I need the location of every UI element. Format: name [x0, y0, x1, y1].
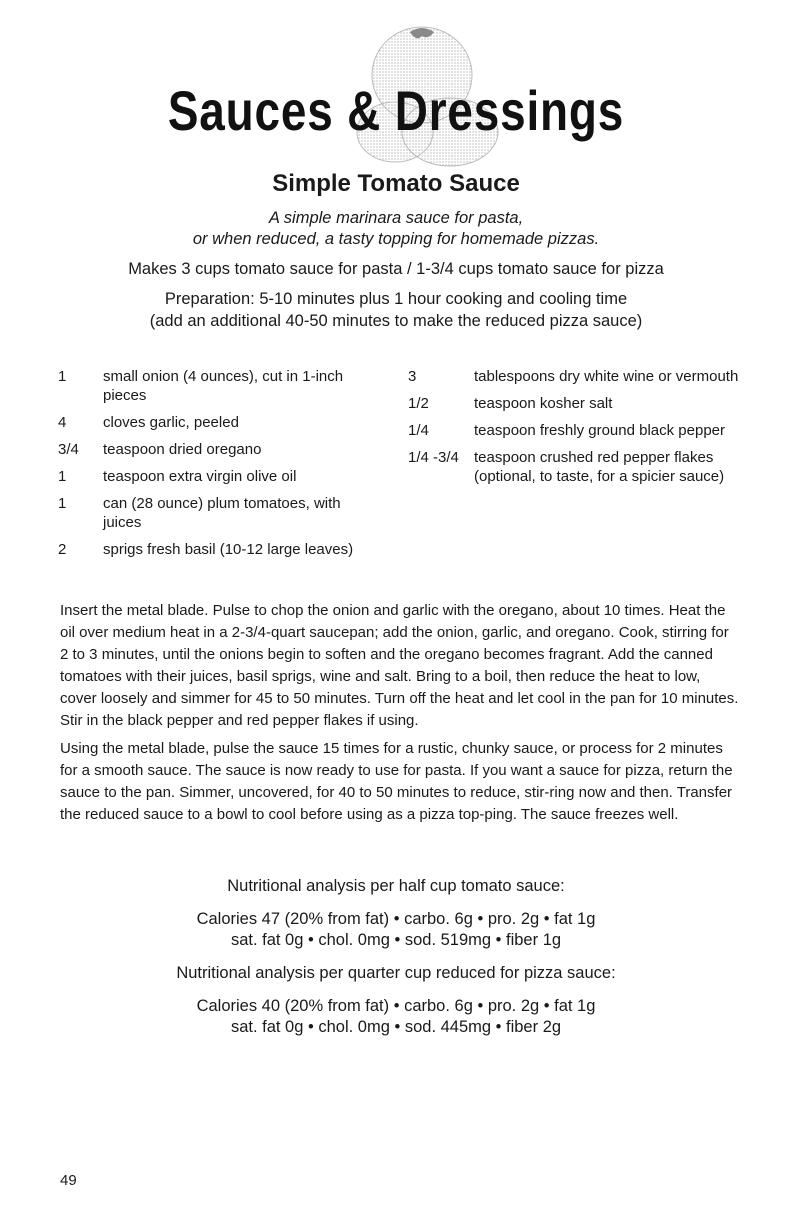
ingredient-item: [58, 413, 378, 432]
subtitle-line-2: or when reduced, a tasty topping for homemade pizzas.: [192, 230, 600, 248]
ingredient-qty: 2: [58, 541, 67, 558]
ingredient-desc: teaspoon freshly ground black pepper: [474, 422, 726, 439]
ingredient-qty: 3/4: [58, 441, 79, 458]
ingredient-desc: teaspoon dried oregano: [103, 441, 262, 458]
prep-line-1: Preparation: 5-10 minutes plus 1 hour cooking and cooling time: [164, 290, 628, 308]
section-header: [0, 20, 792, 180]
ingredient-desc: teaspoon crushed red pepper flakes (optional, to taste, for a spicier sauce): [474, 449, 725, 485]
ingredient-desc: teaspoon extra virgin olive oil: [103, 468, 297, 485]
recipe-title: Simple Tomato Sauce: [272, 170, 520, 197]
ingredient-desc: cloves garlic, peeled: [103, 414, 239, 431]
page-number: 49: [60, 1172, 77, 1189]
nutrition-line: sat. fat 0g • chol. 0mg • sod. 519mg • fiber 1g: [230, 931, 562, 949]
ingredient-item: [58, 540, 378, 559]
ingredient-desc: tablespoons dry white wine or vermouth: [474, 368, 739, 385]
ingredient-item: [58, 494, 378, 532]
ingredient-item: [58, 467, 378, 486]
nutrition-line: sat. fat 0g • chol. 0mg • sod. 445mg • fiber 2g: [230, 1018, 562, 1036]
ingredient-desc: small onion (4 ounces), cut in 1-inch pieces: [103, 368, 344, 404]
subtitle-line-1: A simple marinara sauce for pasta,: [268, 209, 524, 227]
ingredient-qty: 4: [58, 414, 67, 431]
ingredient-item: [408, 421, 748, 440]
ingredients-left-column: [58, 367, 378, 567]
ingredient-desc: sprigs fresh basil (10-12 large leaves): [103, 541, 354, 558]
ingredient-qty: 1: [58, 368, 67, 385]
nutrition-values-half-cup: [0, 909, 792, 951]
ingredient-item: [408, 394, 748, 413]
nutrition-line: Calories 40 (20% from fat) • carbo. 6g • pro. 2g • fat 1g: [196, 997, 596, 1015]
ingredient-qty: 1: [58, 495, 67, 512]
ingredient-qty: 1: [58, 468, 67, 485]
instructions: [60, 600, 740, 832]
ingredients-right-column: [408, 367, 748, 494]
ingredient-item: [58, 367, 378, 405]
ingredient-item: [408, 367, 748, 386]
instructions-paragraph-1: Insert the metal blade. Pulse to chop the onion and garlic with the oregano, about 10 times. Heat the oil over medium heat in a 2-3/4-quart saucepan; add the onion, garlic, and oregano. Cook, stirring for 2 to 3 minutes, until the onions begin to soften and the oregano becomes fragrant. Add the canned tomatoes with their juices, basil sprigs, wine and salt. Bring to a boil, then reduce the heat to low, cover loosely and simmer for 45 to 50 minutes. Turn off the heat and let cool in the pan for 10 minutes. Stir in the black pepper and red pepper flakes if using.: [60, 602, 739, 729]
ingredient-desc: teaspoon kosher salt: [474, 395, 613, 412]
nutrition-values-quarter-cup: [0, 996, 792, 1038]
instructions-paragraph-2: Using the metal blade, pulse the sauce 15 times for a rustic, chunky sauce, or process for 2 minutes for a smooth sauce. The sauce is now ready to use for pasta. If you want a sauce for pizza, return the sauce to the pan. Simmer, uncovered, for 40 to 50 minutes to reduce, stir-ring now and then. Transfer the reduced sauce to a bowl to cool before using as a pizza top-ping. The sauce freezes well.: [60, 740, 733, 823]
section-title: Sauces & Dressings: [167, 79, 625, 142]
nutrition-heading-half-cup: Nutritional analysis per half cup tomato sauce:: [227, 877, 565, 895]
ingredient-item: [58, 440, 378, 459]
recipe-prep-time: [0, 288, 792, 332]
ingredient-qty: 1/4 -3/4: [408, 449, 459, 466]
prep-line-2: (add an additional 40-50 minutes to make the reduced pizza sauce): [149, 312, 643, 330]
ingredient-desc: can (28 ounce) plum tomatoes, with juices: [103, 495, 341, 531]
ingredient-qty: 1/2: [408, 395, 429, 412]
recipe-subtitle: [0, 208, 792, 250]
nutrition-heading-quarter-cup: Nutritional analysis per quarter cup reduced for pizza sauce:: [176, 964, 616, 982]
nutrition-info: [0, 876, 792, 1050]
ingredient-qty: 3: [408, 368, 417, 385]
ingredient-qty: 1/4: [408, 422, 429, 439]
recipe-yield: Makes 3 cups tomato sauce for pasta / 1-3/4 cups tomato sauce for pizza: [128, 260, 664, 278]
nutrition-line: Calories 47 (20% from fat) • carbo. 6g • pro. 2g • fat 1g: [196, 910, 596, 928]
ingredient-item: [408, 448, 748, 486]
